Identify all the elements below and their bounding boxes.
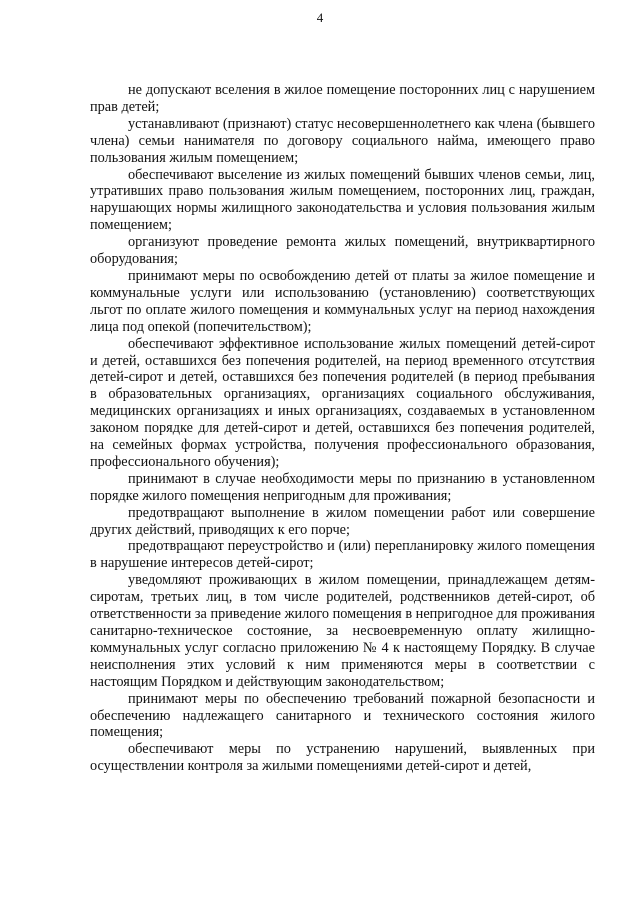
paragraph: обеспечивают выселение из жилых помещений бывших членов семьи, лиц, утративших право пользования жилым помещением, посторонних лиц, граждан, нарушающих нормы жилищного законодательства и условия пользования жилым помещением; [90,166,595,234]
paragraph: уведомляют проживающих в жилом помещении, принадлежащем детям-сиротам, третьих лиц, в том числе родителей, родственников детей-сирот, об ответственности за приведение жилого помещения в непригодное для проживания санитарно-техническое состояние, за несвоевременную оплату жилищно-коммунальных услуг согласно приложению № 4 к настоящему Порядку. В случае неисполнения этих условий к ним применяются меры в соответствии с настоящим Порядком и действующим законодательством; [90,572,595,690]
document-body [90,82,595,775]
paragraph: принимают в случае необходимости меры по признанию в установленном порядке жилого помещения непригодным для проживания; [90,470,595,504]
paragraph: организуют проведение ремонта жилых помещений, внутриквартирного оборудования; [90,234,595,268]
paragraph: обеспечивают меры по устранению нарушений, выявленных при осуществлении контроля за жилыми помещениями детей-сирот и детей, [90,741,595,775]
paragraph: предотвращают переустройство и (или) перепланировку жилого помещения в нарушение интересов детей-сирот; [90,538,595,572]
paragraph: предотвращают выполнение в жилом помещении работ или совершение других действий, приводящих к его порче; [90,504,595,538]
paragraph: устанавливают (признают) статус несовершеннолетнего как члена (бывшего члена) семьи нанимателя по договору социального найма, имеющего право пользования жилым помещением; [90,115,595,166]
paragraph: не допускают вселения в жилое помещение посторонних лиц с нарушением прав детей; [90,82,595,115]
paragraph: обеспечивают эффективное использование жилых помещений детей-сирот и детей, оставшихся без попечения родителей, на период временного отсутствия детей-сирот и детей, оставшихся без попечения родителей (в период пребывания в образовательных организациях, организациях социального обслуживания, медицинских организациях и иных организациях, создаваемых в установленном законом порядке для детей-сирот и детей, оставшихся без попечения родителей, на семейных формах устройства, получения профессионального образования, профессионального обучения); [90,335,595,470]
page-number: 4 [316,10,324,25]
paragraph: принимают меры по обеспечению требований пожарной безопасности и обеспечению надлежащего санитарного и технического состояния жилого помещения; [90,690,595,741]
paragraph: принимают меры по освобождению детей от платы за жилое помещение и коммунальные услуги или использованию (установлению) соответствующих льгот по оплате жилого помещения и коммунальных услуг на период нахождения лица под опекой (попечительством); [90,267,595,335]
